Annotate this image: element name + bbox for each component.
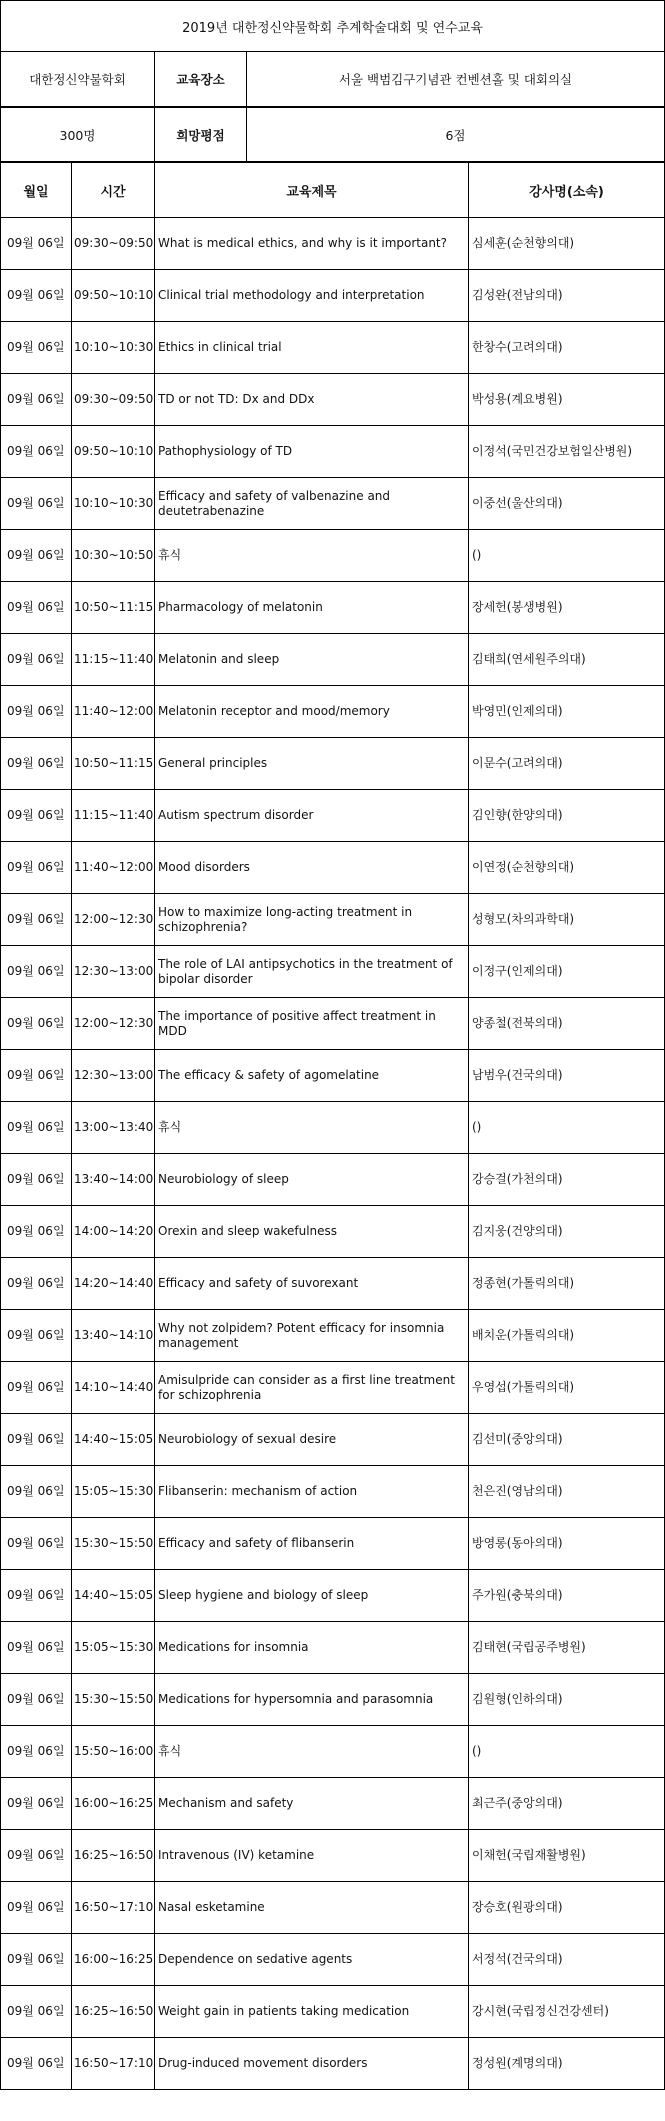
session-topic: Autism spectrum disorder: [155, 790, 469, 842]
session-speaker: 심세훈(순천향의대): [469, 218, 665, 270]
session-speaker: 장승호(원광의대): [469, 1882, 665, 1934]
session-speaker: 강승걸(가천의대): [469, 1154, 665, 1206]
session-topic: Pathophysiology of TD: [155, 426, 469, 478]
session-date: 09월 06일: [1, 1726, 72, 1778]
session-date: 09월 06일: [1, 1570, 72, 1622]
session-time: 16:50~17:10: [72, 2038, 155, 2090]
session-topic: Efficacy and safety of suvorexant: [155, 1258, 469, 1310]
session-time: 10:50~11:15: [72, 738, 155, 790]
session-time: 10:10~10:30: [72, 322, 155, 374]
session-date: 09월 06일: [1, 270, 72, 322]
session-topic: How to maximize long-acting treatment in schizophrenia?: [155, 894, 469, 946]
session-date: 09월 06일: [1, 1362, 72, 1414]
session-row: [1, 634, 665, 686]
session-row: [1, 738, 665, 790]
session-date: 09월 06일: [1, 842, 72, 894]
session-speaker: 강시현(국립정신건강센터): [469, 1986, 665, 2038]
session-topic: Mood disorders: [155, 842, 469, 894]
session-row: [1, 1830, 665, 1882]
session-time: 15:05~15:30: [72, 1466, 155, 1518]
session-row: [1, 1050, 665, 1102]
info-table-points: [0, 107, 665, 162]
session-speaker: 이문수(고려의대): [469, 738, 665, 790]
session-topic: Neurobiology of sleep: [155, 1154, 469, 1206]
session-row: [1, 1362, 665, 1414]
column-header-row: [1, 163, 665, 218]
session-date: 09월 06일: [1, 634, 72, 686]
session-time: 09:50~10:10: [72, 426, 155, 478]
session-time: 12:00~12:30: [72, 894, 155, 946]
title-row: [1, 1, 665, 52]
session-topic: Drug-induced movement disorders: [155, 2038, 469, 2090]
session-time: 16:50~17:10: [72, 1882, 155, 1934]
session-time: 13:40~14:10: [72, 1310, 155, 1362]
session-row: [1, 1102, 665, 1154]
session-date: 09월 06일: [1, 1778, 72, 1830]
session-row: [1, 1414, 665, 1466]
session-row: [1, 790, 665, 842]
venue-value: 서울 백범김구기념관 컨벤션홀 및 대회의실: [247, 52, 665, 107]
session-time: 11:15~11:40: [72, 634, 155, 686]
session-speaker: 정종현(가톨릭의대): [469, 1258, 665, 1310]
session-topic: Mechanism and safety: [155, 1778, 469, 1830]
session-topic: Orexin and sleep wakefulness: [155, 1206, 469, 1258]
session-row: [1, 1258, 665, 1310]
session-date: 09월 06일: [1, 426, 72, 478]
session-topic: Melatonin receptor and mood/memory: [155, 686, 469, 738]
session-date: 09월 06일: [1, 1518, 72, 1570]
session-time: 09:30~09:50: [72, 218, 155, 270]
session-row: [1, 530, 665, 582]
session-topic: Flibanserin: mechanism of action: [155, 1466, 469, 1518]
column-header-topic: 교육제목: [155, 163, 469, 218]
session-row: [1, 478, 665, 530]
session-date: 09월 06일: [1, 1986, 72, 2038]
session-row: [1, 686, 665, 738]
session-topic: General principles: [155, 738, 469, 790]
session-date: 09월 06일: [1, 946, 72, 998]
session-speaker: (): [469, 530, 665, 582]
session-date: 09월 06일: [1, 738, 72, 790]
session-date: 09월 06일: [1, 998, 72, 1050]
session-speaker: 김성완(전남의대): [469, 270, 665, 322]
session-topic: Intravenous (IV) ketamine: [155, 1830, 469, 1882]
session-topic: Weight gain in patients taking medication: [155, 1986, 469, 2038]
session-row: [1, 842, 665, 894]
session-topic: Medications for insomnia: [155, 1622, 469, 1674]
session-topic: 휴식: [155, 1726, 469, 1778]
session-row: [1, 1310, 665, 1362]
session-row: [1, 270, 665, 322]
session-topic: 휴식: [155, 530, 469, 582]
session-topic: Amisulpride can consider as a first line treatment for schizophrenia: [155, 1362, 469, 1414]
venue-label: 교육장소: [155, 52, 247, 107]
session-speaker: 이채헌(국립재활병원): [469, 1830, 665, 1882]
session-table: [0, 162, 665, 2090]
session-date: 09월 06일: [1, 1258, 72, 1310]
session-topic: Clinical trial methodology and interpretation: [155, 270, 469, 322]
session-topic: TD or not TD: Dx and DDx: [155, 374, 469, 426]
session-time: 14:40~15:05: [72, 1414, 155, 1466]
session-time: 15:30~15:50: [72, 1518, 155, 1570]
session-topic: Efficacy and safety of valbenazine and deutetrabenazine: [155, 478, 469, 530]
session-row: [1, 2038, 665, 2090]
session-date: 09월 06일: [1, 530, 72, 582]
session-speaker: 김지웅(건양의대): [469, 1206, 665, 1258]
session-speaker: 한창수(고려의대): [469, 322, 665, 374]
session-speaker: 정성원(계명의대): [469, 2038, 665, 2090]
session-speaker: 이중선(울산의대): [469, 478, 665, 530]
session-row: [1, 998, 665, 1050]
session-row: [1, 1882, 665, 1934]
column-header-speaker: 강사명(소속): [469, 163, 665, 218]
session-time: 11:40~12:00: [72, 842, 155, 894]
session-time: 14:00~14:20: [72, 1206, 155, 1258]
session-topic: Nasal esketamine: [155, 1882, 469, 1934]
session-topic: The efficacy & safety of agomelatine: [155, 1050, 469, 1102]
session-topic: Efficacy and safety of flibanserin: [155, 1518, 469, 1570]
session-speaker: 배치운(가톨릭의대): [469, 1310, 665, 1362]
session-row: [1, 1518, 665, 1570]
organizer-name: 대한정신약물학회: [1, 52, 155, 107]
session-date: 09월 06일: [1, 478, 72, 530]
session-row: [1, 1206, 665, 1258]
session-row: [1, 1778, 665, 1830]
session-row: [1, 1726, 665, 1778]
session-row: [1, 322, 665, 374]
session-row: [1, 582, 665, 634]
session-date: 09월 06일: [1, 686, 72, 738]
points-label: 희망평점: [155, 108, 247, 162]
session-time: 16:25~16:50: [72, 1830, 155, 1882]
session-date: 09월 06일: [1, 1466, 72, 1518]
session-date: 09월 06일: [1, 218, 72, 270]
session-row: [1, 946, 665, 998]
session-date: 09월 06일: [1, 1934, 72, 1986]
session-speaker: 박성용(계요병원): [469, 374, 665, 426]
points-value: 6점: [247, 108, 665, 162]
session-row: [1, 1986, 665, 2038]
session-topic: Ethics in clinical trial: [155, 322, 469, 374]
session-date: 09월 06일: [1, 894, 72, 946]
session-date: 09월 06일: [1, 1830, 72, 1882]
session-speaker: 서정석(건국의대): [469, 1934, 665, 1986]
session-row: [1, 894, 665, 946]
session-topic: Why not zolpidem? Potent efficacy for insomnia management: [155, 1310, 469, 1362]
header-table: [0, 0, 665, 107]
session-speaker: 김원형(인하의대): [469, 1674, 665, 1726]
session-row: [1, 218, 665, 270]
session-row: [1, 426, 665, 478]
session-speaker: 우영섭(가톨릭의대): [469, 1362, 665, 1414]
column-header-date: 월일: [1, 163, 72, 218]
session-row: [1, 1570, 665, 1622]
session-speaker: 남범우(건국의대): [469, 1050, 665, 1102]
session-speaker: (): [469, 1726, 665, 1778]
session-date: 09월 06일: [1, 1414, 72, 1466]
session-date: 09월 06일: [1, 2038, 72, 2090]
session-speaker: 김선미(중앙의대): [469, 1414, 665, 1466]
session-row: [1, 1154, 665, 1206]
session-row: [1, 1674, 665, 1726]
session-date: 09월 06일: [1, 1310, 72, 1362]
session-date: 09월 06일: [1, 1102, 72, 1154]
session-time: 14:20~14:40: [72, 1258, 155, 1310]
session-topic: The importance of positive affect treatment in MDD: [155, 998, 469, 1050]
session-date: 09월 06일: [1, 790, 72, 842]
capacity-value: 300명: [1, 108, 155, 162]
session-row: [1, 1466, 665, 1518]
session-time: 12:00~12:30: [72, 998, 155, 1050]
session-time: 12:30~13:00: [72, 1050, 155, 1102]
column-header-time: 시간: [72, 163, 155, 218]
session-date: 09월 06일: [1, 322, 72, 374]
session-speaker: 성형모(차의과학대): [469, 894, 665, 946]
session-time: 10:10~10:30: [72, 478, 155, 530]
session-list: [1, 218, 665, 2090]
session-speaker: 천은진(영남의대): [469, 1466, 665, 1518]
session-speaker: 장세헌(봉생병원): [469, 582, 665, 634]
session-topic: Melatonin and sleep: [155, 634, 469, 686]
session-time: 15:05~15:30: [72, 1622, 155, 1674]
session-speaker: (): [469, 1102, 665, 1154]
session-row: [1, 374, 665, 426]
session-topic: Neurobiology of sexual desire: [155, 1414, 469, 1466]
session-time: 12:30~13:00: [72, 946, 155, 998]
session-date: 09월 06일: [1, 582, 72, 634]
session-time: 16:25~16:50: [72, 1986, 155, 2038]
session-topic: Sleep hygiene and biology of sleep: [155, 1570, 469, 1622]
session-speaker: 양종철(전북의대): [469, 998, 665, 1050]
session-date: 09월 06일: [1, 1882, 72, 1934]
session-topic: What is medical ethics, and why is it important?: [155, 218, 469, 270]
session-time: 09:30~09:50: [72, 374, 155, 426]
session-date: 09월 06일: [1, 1206, 72, 1258]
session-speaker: 박영민(인제의대): [469, 686, 665, 738]
session-row: [1, 1622, 665, 1674]
session-time: 14:40~15:05: [72, 1570, 155, 1622]
session-time: 10:50~11:15: [72, 582, 155, 634]
session-time: 13:40~14:00: [72, 1154, 155, 1206]
session-time: 15:30~15:50: [72, 1674, 155, 1726]
session-date: 09월 06일: [1, 374, 72, 426]
session-row: [1, 1934, 665, 1986]
session-date: 09월 06일: [1, 1622, 72, 1674]
session-time: 16:00~16:25: [72, 1934, 155, 1986]
page-title: 2019년 대한정신약물학회 추계학술대회 및 연수교육: [1, 1, 665, 52]
session-speaker: 이정구(인제의대): [469, 946, 665, 998]
session-speaker: 주가원(충북의대): [469, 1570, 665, 1622]
session-speaker: 이연정(순천향의대): [469, 842, 665, 894]
session-topic: Pharmacology of melatonin: [155, 582, 469, 634]
info-row-venue: [1, 52, 665, 107]
session-speaker: 이정석(국민건강보험일산병원): [469, 426, 665, 478]
session-speaker: 최근주(중앙의대): [469, 1778, 665, 1830]
session-date: 09월 06일: [1, 1154, 72, 1206]
session-date: 09월 06일: [1, 1674, 72, 1726]
session-time: 09:50~10:10: [72, 270, 155, 322]
session-time: 14:10~14:40: [72, 1362, 155, 1414]
session-topic: The role of LAI antipsychotics in the treatment of bipolar disorder: [155, 946, 469, 998]
session-date: 09월 06일: [1, 1050, 72, 1102]
session-time: 11:15~11:40: [72, 790, 155, 842]
session-time: 15:50~16:00: [72, 1726, 155, 1778]
session-topic: 휴식: [155, 1102, 469, 1154]
session-time: 13:00~13:40: [72, 1102, 155, 1154]
session-topic: Medications for hypersomnia and parasomnia: [155, 1674, 469, 1726]
session-time: 11:40~12:00: [72, 686, 155, 738]
session-time: 10:30~10:50: [72, 530, 155, 582]
session-speaker: 김태현(국립공주병원): [469, 1622, 665, 1674]
session-speaker: 김태희(연세원주의대): [469, 634, 665, 686]
info-row-points: [1, 108, 665, 162]
session-speaker: 김인향(한양의대): [469, 790, 665, 842]
session-topic: Dependence on sedative agents: [155, 1934, 469, 1986]
session-time: 16:00~16:25: [72, 1778, 155, 1830]
session-speaker: 방영롱(동아의대): [469, 1518, 665, 1570]
